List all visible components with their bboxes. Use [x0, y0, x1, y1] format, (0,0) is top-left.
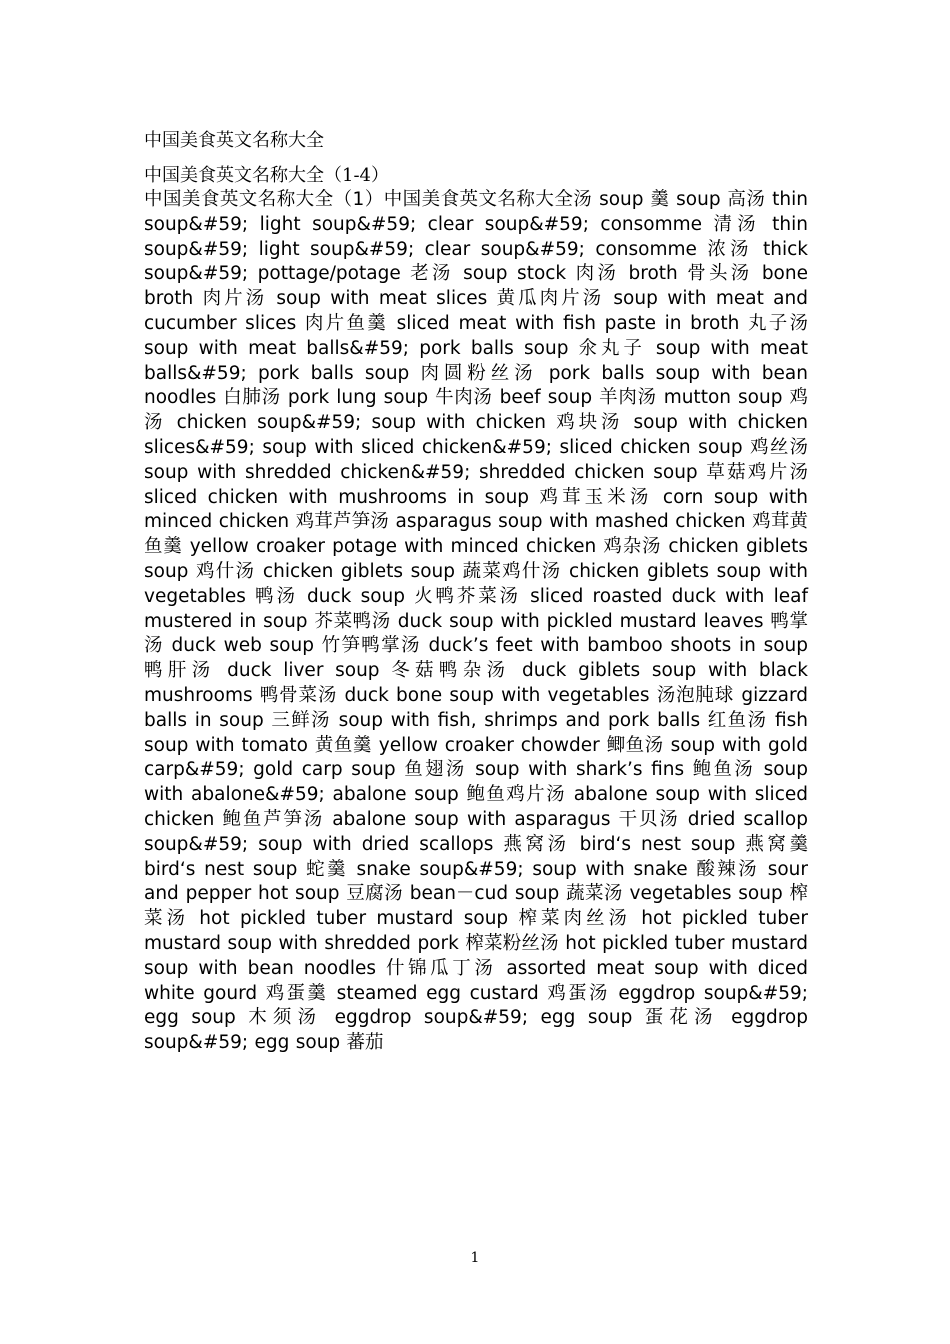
- page-number: 1: [470, 1250, 480, 1266]
- document-subtitle: 中国美食英文名称大全（1-4）: [144, 165, 389, 186]
- document-title: 中国美食英文名称大全: [144, 130, 324, 151]
- document-body: 中国美食英文名称大全（1）中国美食英文名称大全汤 soup 羹 soup 高汤 thin soup&#59; light soup&#59; clear soup&#59; consomme 清汤 thin soup&#59; light soup&#59; clear soup&#59; consomme 浓汤 thick soup&#59; pottage/potage 老汤 soup stock 肉汤 broth 骨头汤 bone broth 肉片汤 soup with meat slices 黄瓜肉片汤 soup with meat and cucumber slices 肉片鱼羹 sliced meat with fish paste in broth 丸子汤 soup with meat balls&#59; pork balls soup 氽丸子 soup with meat balls&#59; pork balls soup 肉圆粉丝汤 pork balls soup with bean noodles 白肺汤 pork lung soup 牛肉汤 beef soup 羊肉汤 mutton soup 鸡汤 chicken soup&#59; soup with chicken 鸡块汤 soup with chicken slices&#59; soup with sliced chicken&#59; sliced chicken soup 鸡丝汤 soup with shredded chicken&#59; shredded chicken soup 草菇鸡片汤 sliced chicken with mushrooms in soup 鸡茸玉米汤 corn soup with minced chicken 鸡茸芦笋汤 asparagus soup with mashed chicken 鸡茸黄鱼羹 yellow croaker potage with minced chicken 鸡杂汤 chicken giblets soup 鸡什汤 chicken giblets soup 蔬菜鸡什汤 chicken giblets soup with vegetables 鸭汤 duck soup 火鸭芥菜汤 sliced roasted duck with leaf mustered in soup 芥菜鸭汤 duck soup with pickled mustard leaves 鸭掌汤 duck web soup 竹笋鸭掌汤 duck’s feet with bamboo shoots in soup 鸭肝汤 duck liver soup 冬菇鸭杂汤 duck giblets soup with black mushrooms 鸭骨菜汤 duck bone soup with vegetables 汤泡肫球 gizzard balls in soup 三鲜汤 soup with fish, shrimps and pork balls 红鱼汤 fish soup with tomato 黄鱼羹 yellow croaker chowder 鲫鱼汤 soup with gold carp&#59; gold carp soup 鱼翅汤 soup with shark’s fins 鲍鱼汤 soup with abalone&#59; abalone soup 鲍鱼鸡片汤 abalone soup with sliced chicken 鲍鱼芦笋汤 abalone soup with asparagus 干贝汤 dried scallop soup&#59; soup with dried scallops 燕窝汤 bird‘s nest soup 燕窝羹 bird‘s nest soup 蛇羹 snake soup&#59; soup with snake 酸辣汤 sour and pepper hot soup 豆腐汤 bean－cud soup 蔬菜汤 vegetables soup 榨菜汤 hot pickled tuber mustard soup 榨菜肉丝汤 hot pickled tuber mustard soup with shredded pork 榨菜粉丝汤 hot pickled tuber mustard soup with bean noodles 什锦瓜丁汤 assorted meat soup with diced white gourd 鸡蛋羹 steamed egg custard 鸡蛋汤 eggdrop soup&#59; egg soup 木须汤 eggdrop soup&#59; egg soup 蛋花汤 eggdrop soup&#59; egg soup 蕃茄: [144, 189, 808, 1054]
- document-page: [144, 128, 808, 1056]
